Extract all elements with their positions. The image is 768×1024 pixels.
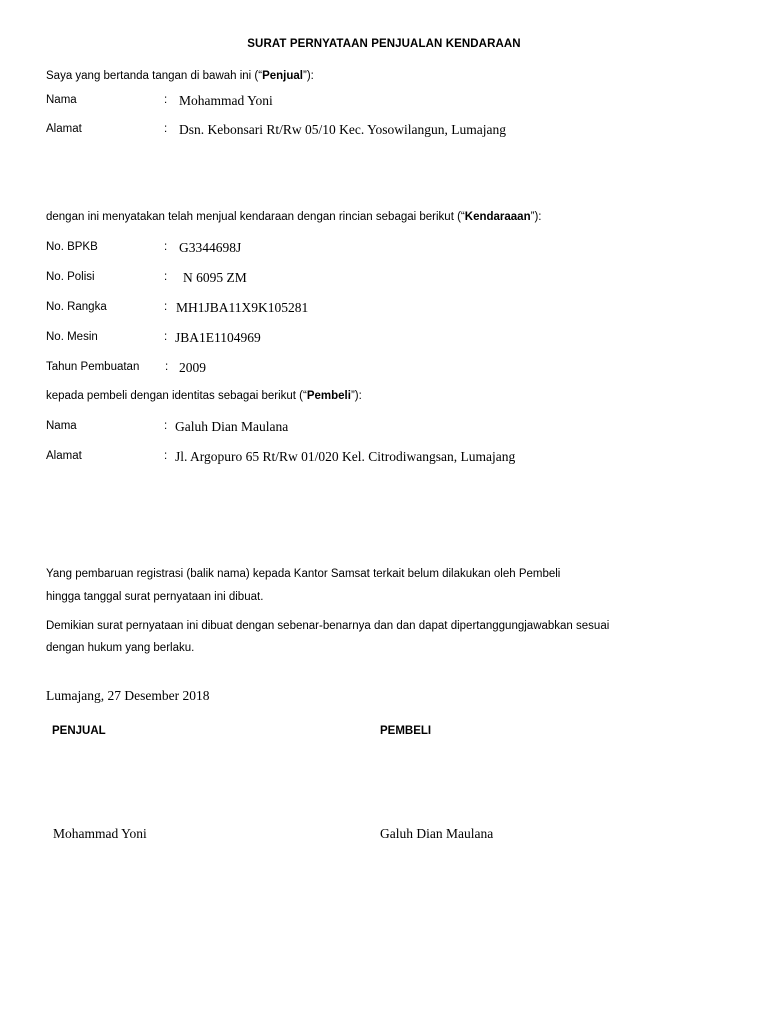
polisi-label: No. Polisi <box>46 271 95 283</box>
buyer-name-label: Nama <box>46 420 77 432</box>
buyer-address-label: Alamat <box>46 450 82 462</box>
colon: : <box>164 450 168 462</box>
colon: : <box>164 123 168 135</box>
colon: : <box>164 331 168 343</box>
rangka-value: MH1JBA11X9K105281 <box>176 300 309 315</box>
vehicle-intro-end: ”): <box>530 211 542 223</box>
seller-name-label: Nama <box>46 94 77 106</box>
seller-signature-name: Mohammad Yoni <box>53 826 147 841</box>
seller-address-label: Alamat <box>46 123 82 135</box>
colon: : <box>164 420 168 432</box>
seller-address-value: Dsn. Kebonsari Rt/Rw 05/10 Kec. Yosowilangun, Lumajang <box>179 122 506 137</box>
buyer-intro-end: ”): <box>350 390 362 402</box>
tahun-label: Tahun Pembuatan <box>46 361 140 373</box>
paragraph-registration-line2: hingga tanggal surat pernyataan ini dibuat. <box>46 591 264 603</box>
colon: : <box>164 271 168 283</box>
seller-intro <box>46 70 314 82</box>
document-title: SURAT PERNYATAAN PENJUALAN KENDARAAN <box>247 38 521 50</box>
buyer-intro-bold: Pembeli <box>306 390 351 402</box>
buyer-intro-text: kepada pembeli dengan identitas sebagai berikut (“ <box>46 390 307 402</box>
seller-signature-label: PENJUAL <box>52 725 106 737</box>
paragraph-registration-line1: Yang pembaruan registrasi (balik nama) kepada Kantor Samsat terkait belum dilakukan oleh Pembeli <box>46 568 561 580</box>
vehicle-intro-bold: Kendaraaan <box>464 211 531 223</box>
mesin-value: JBA1E1104969 <box>175 330 261 345</box>
colon: : <box>164 241 168 253</box>
paragraph-closing-line2: dengan hukum yang berlaku. <box>46 642 195 654</box>
colon: : <box>165 361 169 373</box>
paragraph-closing-line1: Demikian surat pernyataan ini dibuat dengan sebenar-benarnya dan dan dapat dipertanggungjawabkan sesuai <box>46 620 610 632</box>
vehicle-intro <box>46 211 541 223</box>
polisi-value: N 6095 ZM <box>183 270 247 285</box>
colon: : <box>164 301 168 313</box>
vehicle-intro-text: dengan ini menyatakan telah menjual kendaraan dengan rincian sebagai berikut (“ <box>46 211 465 223</box>
seller-name-value: Mohammad Yoni <box>179 93 273 108</box>
seller-intro-bold: Penjual <box>262 70 303 82</box>
buyer-address-value: Jl. Argopuro 65 Rt/Rw 01/020 Kel. Citrodiwangsan, Lumajang <box>175 449 516 464</box>
place-date: Lumajang, 27 Desember 2018 <box>46 688 210 703</box>
bpkb-label: No. BPKB <box>46 241 98 253</box>
seller-intro-end: ”): <box>303 70 314 82</box>
rangka-label: No. Rangka <box>46 301 107 313</box>
mesin-label: No. Mesin <box>46 331 98 343</box>
buyer-name-value: Galuh Dian Maulana <box>175 419 289 434</box>
bpkb-value: G3344698J <box>179 240 242 255</box>
colon: : <box>164 94 168 106</box>
seller-intro-text: Saya yang bertanda tangan di bawah ini (“ <box>46 70 263 82</box>
buyer-signature-name: Galuh Dian Maulana <box>380 826 494 841</box>
buyer-signature-label: PEMBELI <box>380 725 432 737</box>
tahun-value: 2009 <box>179 360 206 375</box>
buyer-intro <box>46 390 362 402</box>
